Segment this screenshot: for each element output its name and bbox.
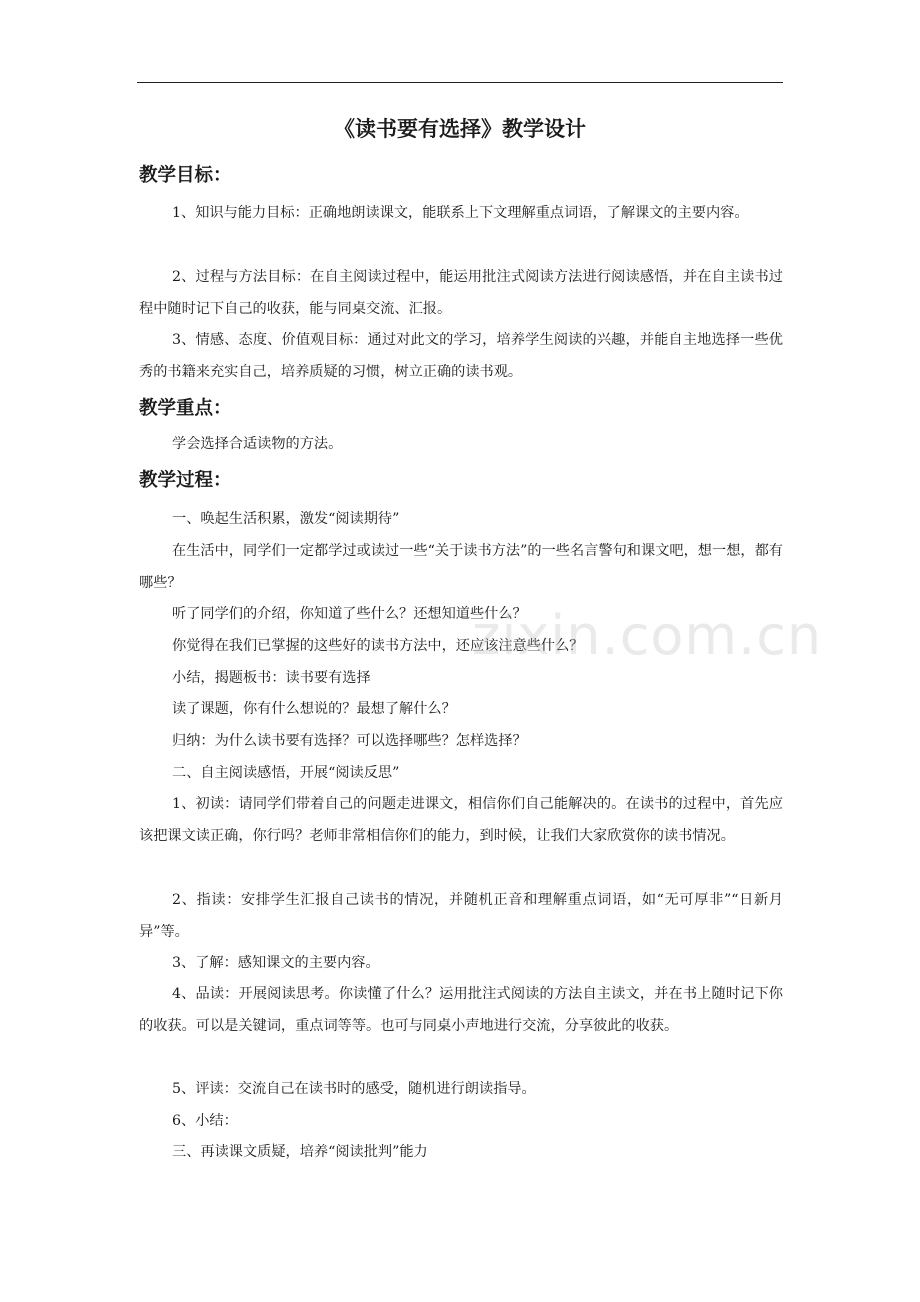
process-paragraph: 4、品读：开展阅读思考。你读懂了什么？运用批注式阅读的方法自主读文，并在书上随时记下你的收获。可以是关键词，重点词等等。也可与同桌小声地进行交流，分享彼此的收获。 — [139, 986, 783, 1034]
process-step-3-heading: 三、再读课文质疑，培养“阅读批判”能力 — [172, 1144, 428, 1160]
process-paragraph: 你觉得在我们已掌握的这些好的读书方法中，还应该注意些什么？ — [172, 638, 584, 654]
goal-item-2: 2、过程与方法目标：在自主阅读过程中，能运用批注式阅读方法进行阅读感悟，并在自主读书过程中随时记下自己的收获，能与同桌交流、汇报。 — [139, 269, 783, 317]
section-heading-key-points: 教学重点： — [139, 398, 232, 419]
process-step-1-heading: 一、唤起生活积累，激发“阅读期待” — [172, 511, 400, 527]
document-title: 《读书要有选择》教学设计 — [334, 117, 586, 141]
process-paragraph: 读了课题，你有什么想说的？最想了解什么？ — [172, 701, 456, 717]
process-paragraph: 1、初读：请同学们带着自己的问题走进课文，相信你们自己能解决的。在读书的过程中，首先应该把课文读正确，你行吗？老师非常相信你们的能力，到时候，让我们大家欣赏你的读书情况。 — [139, 796, 783, 844]
section-heading-process: 教学过程： — [139, 470, 232, 491]
watermark: zixin.com.cn — [472, 604, 823, 667]
process-paragraph: 5、评读：交流自己在读书时的感受，随机进行朗读指导。 — [172, 1081, 536, 1097]
process-step-2-heading: 二、自主阅读感悟，开展“阅读反思” — [172, 765, 400, 781]
process-paragraph: 小结，揭题板书：读书要有选择 — [172, 670, 371, 686]
goal-item-3: 3、情感、态度、价值观目标：通过对此文的学习，培养学生阅读的兴趣，并能自主地选择一些优秀的书籍来充实自己，培养质疑的习惯，树立正确的读书观。 — [139, 332, 783, 380]
process-paragraph: 听了同学们的介绍，你知道了些什么？还想知道些什么？ — [172, 606, 527, 622]
process-paragraph: 归纳：为什么读书要有选择？可以选择哪些？怎样选择？ — [172, 733, 527, 749]
goal-item-1: 1、知识与能力目标：正确地朗读课文，能联系上下文理解重点词语，了解课文的主要内容。 — [172, 205, 749, 221]
process-paragraph: 6、小结： — [172, 1113, 238, 1129]
process-paragraph: 3、了解：感知课文的主要内容。 — [172, 955, 380, 971]
section-heading-goals: 教学目标： — [139, 165, 232, 186]
header-rule — [137, 82, 783, 83]
process-paragraph: 2、指读：安排学生汇报自己读书的情况，并随机正音和理解重点词语，如“无可厚非”“日新月异”等。 — [139, 892, 783, 940]
key-point-item: 学会选择合适读物的方法。 — [172, 436, 343, 452]
process-paragraph: 在生活中，同学们一定都学过或读过一些“关于读书方法”的一些名言警句和课文吧，想一想，都有哪些？ — [139, 543, 783, 591]
